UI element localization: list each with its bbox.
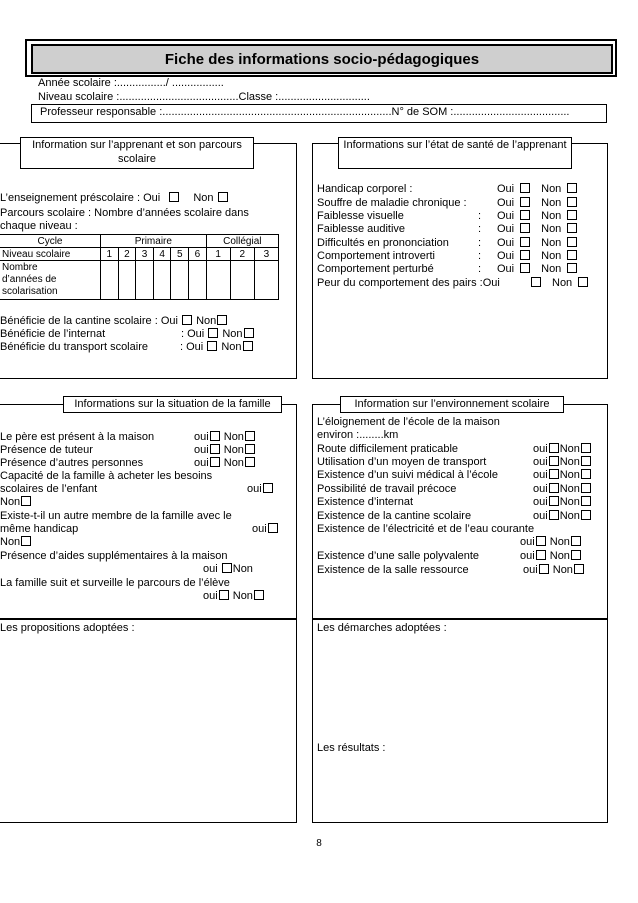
polyvalente-oui-checkbox[interactable] — [536, 550, 546, 560]
professeur-line: Professeur responsable :...........................................................................N° de SOM :...................................... — [40, 106, 570, 118]
capacite-non: Non — [0, 496, 32, 509]
propositions-label: Les propositions adoptées : — [0, 622, 135, 634]
transport-oui-checkbox[interactable] — [207, 341, 217, 351]
nombre-header: Nombre d’années de scolarisation — [0, 261, 101, 300]
capacite-non-checkbox[interactable] — [21, 496, 31, 506]
non-text: Non — [552, 277, 573, 289]
suivi-non-checkbox[interactable] — [254, 590, 264, 600]
oui-text: Oui — [497, 210, 515, 222]
sante-item-colon: : — [478, 263, 482, 275]
non-text: Non — [541, 223, 562, 235]
primaire-header: Primaire — [101, 235, 207, 248]
capacite-oui-checkbox[interactable] — [263, 483, 273, 493]
non-text: Non — [559, 483, 580, 495]
sante-item-label: Faiblesse auditive — [317, 223, 406, 235]
sante-oui-checkbox[interactable] — [520, 263, 530, 273]
non-text: Non — [559, 469, 580, 481]
environnement-non-checkbox[interactable] — [581, 443, 591, 453]
sante-item-colon: : — [478, 237, 482, 249]
prescolaire-oui-checkbox[interactable] — [169, 192, 179, 202]
sante-non-checkbox[interactable] — [567, 263, 577, 273]
page-number: 8 — [316, 838, 322, 849]
autres-personnes-label: Présence d’autres personnes — [0, 457, 144, 469]
level-cell: 1 — [101, 248, 119, 261]
sante-item-label: Comportement introverti — [317, 250, 435, 262]
environnement-item-options — [533, 443, 592, 456]
sante-item-colon: : — [478, 250, 482, 262]
non-text: Non — [541, 210, 562, 222]
input-cell[interactable] — [118, 261, 136, 300]
capacite-label-2: scolaires de l’enfant — [0, 483, 98, 495]
non-text: Non — [541, 263, 562, 275]
niveau-scolaire-line: Niveau scolaire :.......................................Classe :.............................. — [38, 91, 370, 103]
level-cell: 6 — [189, 248, 207, 261]
environnement-non-checkbox[interactable] — [581, 510, 591, 520]
oui-text: oui — [533, 443, 548, 455]
sante-oui-checkbox[interactable] — [520, 210, 530, 220]
environnement-oui-checkbox[interactable] — [549, 483, 559, 493]
niveau-header: Niveau scolaire — [0, 248, 101, 261]
sante-heading-box — [338, 137, 572, 169]
input-cell[interactable] — [153, 261, 171, 300]
capacite-oui: oui — [247, 483, 274, 496]
oui-text: oui — [533, 469, 548, 481]
environnement-item-options — [533, 456, 592, 469]
salle-ressource-label: Existence de la salle ressource — [317, 564, 469, 576]
input-cell[interactable] — [254, 261, 278, 300]
input-cell[interactable] — [189, 261, 207, 300]
apprenant-heading: Information sur l’apprenant et son parcours scolaire — [32, 139, 242, 165]
propositions-panel — [0, 618, 297, 823]
oui-text: oui — [533, 496, 548, 508]
suivi-label: La famille suit et surveille le parcours de l’élève — [0, 577, 230, 589]
autre-membre-label-2: même handicap — [0, 523, 79, 535]
environnement-oui-checkbox[interactable] — [549, 456, 559, 466]
input-cell[interactable] — [206, 261, 230, 300]
non-text: Non — [541, 183, 562, 195]
autres-personnes-options: oui Non — [194, 457, 256, 470]
internat-options: : Oui Non — [181, 328, 255, 341]
sante-oui-checkbox[interactable] — [531, 277, 541, 287]
resultats-label: Les résultats : — [317, 742, 386, 754]
pere-present-label: Le père est présent à la maison — [0, 431, 155, 443]
polyvalente-non-checkbox[interactable] — [571, 550, 581, 560]
input-cell[interactable] — [136, 261, 154, 300]
environnement-item-label: Existence d’un suivi médical à l’école — [317, 469, 498, 481]
sante-item-colon: : — [478, 223, 482, 235]
oui-text: Oui — [497, 250, 515, 262]
sante-oui-checkbox[interactable] — [520, 197, 530, 207]
sante-non-checkbox[interactable] — [567, 183, 577, 193]
sante-item-options — [497, 237, 578, 250]
sante-non-checkbox[interactable] — [567, 237, 577, 247]
tuteur-label: Présence de tuteur — [0, 444, 93, 456]
pere-non-checkbox[interactable] — [245, 431, 255, 441]
sante-non-checkbox[interactable] — [567, 250, 577, 260]
environnement-non-checkbox[interactable] — [581, 469, 591, 479]
cycle-header: Cycle — [0, 235, 101, 248]
environnement-oui-checkbox[interactable] — [549, 469, 559, 479]
professeur-box — [31, 104, 607, 123]
apprenant-heading-box — [20, 137, 254, 169]
page-title: Fiche des informations socio-pédagogiques — [164, 50, 480, 68]
autre-membre-oui-checkbox[interactable] — [268, 523, 278, 533]
sante-item-label: Comportement perturbé — [317, 263, 434, 275]
pere-oui-checkbox[interactable] — [210, 431, 220, 441]
sante-non-checkbox[interactable] — [567, 197, 577, 207]
transport-line: Bénéficie du transport scolaire — [0, 341, 148, 353]
sante-non-checkbox[interactable] — [567, 210, 577, 220]
cantine-oui-checkbox[interactable] — [182, 315, 192, 325]
internat-non-checkbox[interactable] — [244, 328, 254, 338]
suivi-options: oui Non — [203, 590, 265, 603]
salle-ressource-options: oui Non — [523, 564, 585, 577]
sante-oui-checkbox[interactable] — [520, 250, 530, 260]
transport-options: : Oui Non — [180, 341, 254, 354]
cantine-non-checkbox[interactable] — [217, 315, 227, 325]
autres-oui-checkbox[interactable] — [210, 457, 220, 467]
cantine-line: Bénéficie de la cantine scolaire : Oui Non — [0, 315, 228, 328]
salle-polyvalente-options: oui Non — [520, 550, 582, 563]
sante-item-label: Faiblesse visuelle — [317, 210, 404, 222]
famille-heading-box — [63, 396, 282, 413]
environnement-item-label: Possibilité de travail précoce — [317, 483, 457, 495]
sante-item-label: Difficultés en prononciation — [317, 237, 449, 249]
environnement-oui-checkbox[interactable] — [549, 496, 559, 506]
environnement-item-options — [533, 469, 592, 482]
oui-text: Oui — [497, 223, 515, 235]
non-text: Non — [541, 237, 562, 249]
sante-non-checkbox[interactable] — [578, 277, 588, 287]
environnement-item-label: Existence de la cantine scolaire — [317, 510, 472, 522]
level-cell: 4 — [153, 248, 171, 261]
college-header: Collégial — [206, 235, 278, 248]
sante-oui-checkbox[interactable] — [520, 223, 530, 233]
aides-options: oui Non — [203, 563, 253, 575]
environnement-heading-box — [340, 396, 564, 413]
sante-oui-checkbox[interactable] — [520, 237, 530, 247]
non-text: Non — [541, 197, 562, 209]
prescolaire-line: L’enseignement préscolaire : Oui Non — [0, 192, 229, 205]
oui-text: Oui — [497, 263, 515, 275]
environnement-item-options — [533, 483, 592, 496]
environnement-non-checkbox[interactable] — [581, 483, 591, 493]
autre-membre-non-checkbox[interactable] — [21, 536, 31, 546]
input-cell[interactable] — [101, 261, 119, 300]
environnement-item-options — [533, 496, 592, 509]
sante-item-label: Handicap corporel : — [317, 183, 413, 195]
sante-item-options — [497, 210, 578, 223]
salle-polyvalente-label: Existence d’une salle polyvalente — [317, 550, 480, 562]
level-cell: 5 — [171, 248, 189, 261]
sante-item-options — [497, 223, 578, 236]
environnement-non-checkbox[interactable] — [581, 496, 591, 506]
suivi-oui-checkbox[interactable] — [219, 590, 229, 600]
ressource-oui-checkbox[interactable] — [539, 564, 549, 574]
non-text: Non — [559, 510, 580, 522]
sante-heading: Informations sur l’état de santé de l’apprenant — [343, 139, 567, 151]
environnement-item-label: Route difficilement praticable — [317, 443, 459, 455]
internat-line: Bénéficie de l’internat — [0, 328, 106, 340]
level-cell: 3 — [254, 248, 278, 261]
aides-label: Présence d’aides supplémentaires à la maison — [0, 550, 228, 562]
autre-membre-label: Existe-t-il un autre membre de la famille avec le — [0, 510, 232, 522]
non-text: Non — [541, 250, 562, 262]
parcours-line-2: chaque niveau : — [0, 220, 78, 232]
tuteur-non-checkbox[interactable] — [245, 444, 255, 454]
oui-text: Oui — [497, 237, 515, 249]
electricite-oui-checkbox[interactable] — [536, 536, 546, 546]
eloignement-label: L’éloignement de l’école de la maison — [317, 416, 500, 428]
environnement-oui-checkbox[interactable] — [549, 510, 559, 520]
level-cell: 2 — [230, 248, 254, 261]
title-banner — [31, 44, 613, 74]
capacite-label: Capacité de la famille à acheter les besoins — [0, 470, 213, 482]
sante-item-options — [497, 183, 578, 196]
level-cell: 2 — [118, 248, 136, 261]
environnement-oui-checkbox[interactable] — [549, 443, 559, 453]
autre-membre-oui: oui — [252, 523, 279, 536]
internat-oui-checkbox[interactable] — [208, 328, 218, 338]
autres-non-checkbox[interactable] — [245, 457, 255, 467]
sante-item-options — [497, 197, 578, 210]
sante-item-options — [497, 250, 578, 263]
electricite-options: oui Non — [520, 536, 582, 549]
parcours-line-1: Parcours scolaire : Nombre d’années scolaire dans — [0, 207, 249, 219]
pere-options: oui Non — [194, 431, 256, 444]
electricite-non-checkbox[interactable] — [571, 536, 581, 546]
sante-item-label: Peur du comportement des pairs :Oui — [317, 277, 500, 289]
sante-item-options — [497, 263, 578, 276]
demarches-panel — [312, 618, 608, 823]
sante-oui-checkbox[interactable] — [520, 183, 530, 193]
parcours-table — [0, 234, 279, 300]
sante-non-checkbox[interactable] — [567, 223, 577, 233]
level-cell: 1 — [206, 248, 230, 261]
famille-heading: Informations sur la situation de la famille — [74, 398, 271, 410]
autre-membre-non: Non — [0, 536, 32, 549]
non-text: Non — [559, 443, 580, 455]
oui-text: oui — [533, 456, 548, 468]
oui-text: oui — [533, 483, 548, 495]
tuteur-options: oui Non — [194, 444, 256, 457]
sante-item-label: Souffre de maladie chronique : — [317, 197, 467, 209]
environnement-item-label: Existence d’internat — [317, 496, 413, 508]
electricite-label: Existence de l’électricité et de l’eau courante — [317, 523, 535, 535]
prescolaire-non-checkbox[interactable] — [218, 192, 228, 202]
level-cell: 3 — [136, 248, 154, 261]
aides-oui-checkbox[interactable] — [222, 563, 232, 573]
ressource-non-checkbox[interactable] — [574, 564, 584, 574]
transport-non-checkbox[interactable] — [243, 341, 253, 351]
oui-text: Oui — [497, 197, 515, 209]
input-cell[interactable] — [230, 261, 254, 300]
eloignement-distance: environ :........km — [317, 429, 399, 441]
environnement-item-label: Utilisation d’un moyen de transport — [317, 456, 487, 468]
environnement-non-checkbox[interactable] — [581, 456, 591, 466]
environnement-heading: Information sur l’environnement scolaire — [354, 398, 550, 410]
input-cell[interactable] — [171, 261, 189, 300]
sante-item-options — [525, 277, 589, 290]
oui-text: Oui — [497, 183, 515, 195]
environnement-item-options — [533, 510, 592, 523]
tuteur-oui-checkbox[interactable] — [210, 444, 220, 454]
annee-scolaire-line: Année scolaire :................/ ................. — [38, 77, 224, 89]
oui-text: oui — [533, 510, 548, 522]
non-text: Non — [559, 496, 580, 508]
sante-item-colon: : — [478, 210, 482, 222]
demarches-label: Les démarches adoptées : — [317, 622, 447, 634]
non-text: Non — [559, 456, 580, 468]
